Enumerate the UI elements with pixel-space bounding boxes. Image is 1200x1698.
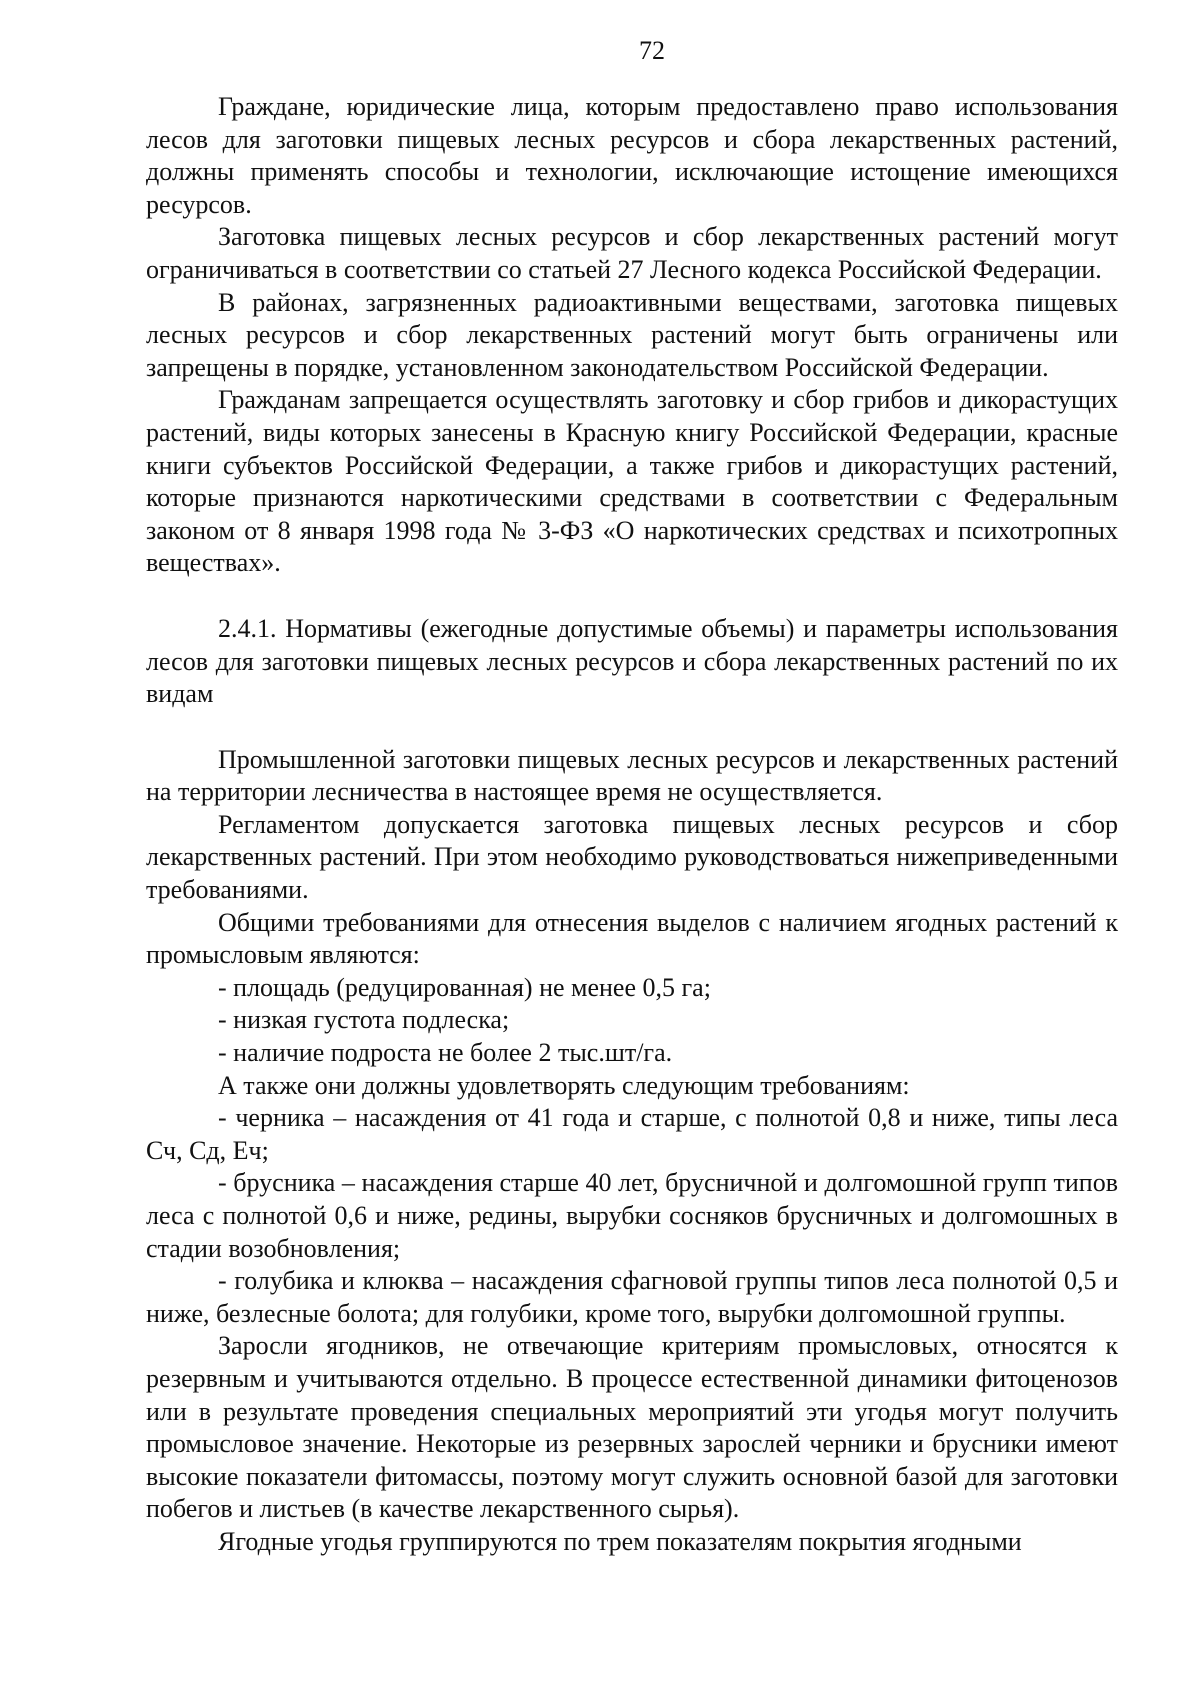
page-number: 72	[639, 36, 665, 65]
spacer	[146, 711, 1118, 744]
list-item-blueberry: - черника – насаждения от 41 года и старше, с полнотой 0,8 и ниже, типы леса Сч, Сд, Еч;	[146, 1103, 1118, 1165]
paragraph-radioactive-areas: В районах, загрязненных радиоактивными веществами, заготовка пищевых лесных ресурсов и сбор лекарственных растений могут быть ограничены или запрещены в порядке, установленном законодательством Российской Федерации.	[146, 287, 1118, 382]
paragraph-rights-of-citizens: Граждане, юридические лица, которым предоставлено право использования лесов для заготовки пищевых лесных ресурсов и сбора лекарственных растений, должны применять способы и технологии, исключающие истощение имеющихся ресурсов.	[146, 92, 1118, 219]
paragraph-restrictions-article-27: Заготовка пищевых лесных ресурсов и сбор лекарственных растений могут ограничиваться в соответствии со статьей 27 Лесного кодекса Российской Федерации.	[146, 222, 1118, 284]
paragraph-red-book-prohibition: Гражданам запрещается осуществлять заготовку и сбор грибов и дикорастущих растений, виды которых занесены в Красную книгу Российской Федерации, красные книги субъектов Российской Федерации, а также грибов и дикорастущих растений, которые признаются наркотическими средствами в соответствии с Федеральным законом от 8 января 1998 года № 3-ФЗ «О наркотических средствах и психотропных веществах».	[146, 385, 1118, 578]
list-item-undergrowth: - низкая густота подлеска;	[218, 1005, 510, 1035]
paragraph-no-industrial-harvest: Промышленной заготовки пищевых лесных ресурсов и лекарственных растений на территории лесничества в настоящее время не осуществляется.	[146, 744, 1118, 807]
list-item-area: - площадь (редуцированная) не менее 0,5 га;	[218, 972, 711, 1002]
section-heading: 2.4.1. Нормативы (ежегодные допустимые объемы) и параметры использования лесов для заготовки пищевых лесных ресурсов и сбора лекарственных растений по их видам	[146, 613, 1118, 709]
spacer	[146, 580, 1118, 613]
list-item-bog-bilberry-cranberry: - голубика и клюква – насаждения сфагновой группы типов леса полнотой 0,5 и ниже, безлесные болота; для голубики, кроме того, вырубки долгомошной группы.	[146, 1266, 1118, 1328]
paragraph-regulation-allows: Регламентом допускается заготовка пищевых лесных ресурсов и сбор лекарственных растений. При этом необходимо руководствоваться нижеприведенными требованиями.	[146, 809, 1118, 905]
paragraph-reserve-thickets: Заросли ягодников, не отвечающие критериям промысловых, относятся к резервным и учитываются отдельно. В процессе естественной динамики фитоценозов или в результате проведения специальных мероприятий эти угодья могут получить промысловое значение. Некоторые из резервных зарослей черники и брусники имеют высокие показатели фитомассы, поэтому могут служить основной базой для заготовки побегов и листьев (в качестве лекарственного сырья).	[146, 1331, 1118, 1524]
list-item-young-growth: - наличие подроста не более 2 тыс.шт/га.	[218, 1038, 673, 1068]
paragraph-general-requirements: Общими требованиями для отнесения выделов с наличием ягодных растений к промысловым являются:	[146, 907, 1118, 970]
paragraph-additional-requirements: А также они должны удовлетворять следующим требованиям:	[218, 1070, 910, 1100]
list-item-lingonberry: - брусника – насаждения старше 40 лет, брусничной и долгомошной групп типов леса с полнотой 0,6 и ниже, редины, вырубки сосняков брусничных и долгомошных в стадии возобновления;	[146, 1168, 1118, 1263]
paragraph-berry-grounds-grouping: Ягодные угодья группируются по трем показателям покрытия ягодными	[218, 1526, 1022, 1556]
